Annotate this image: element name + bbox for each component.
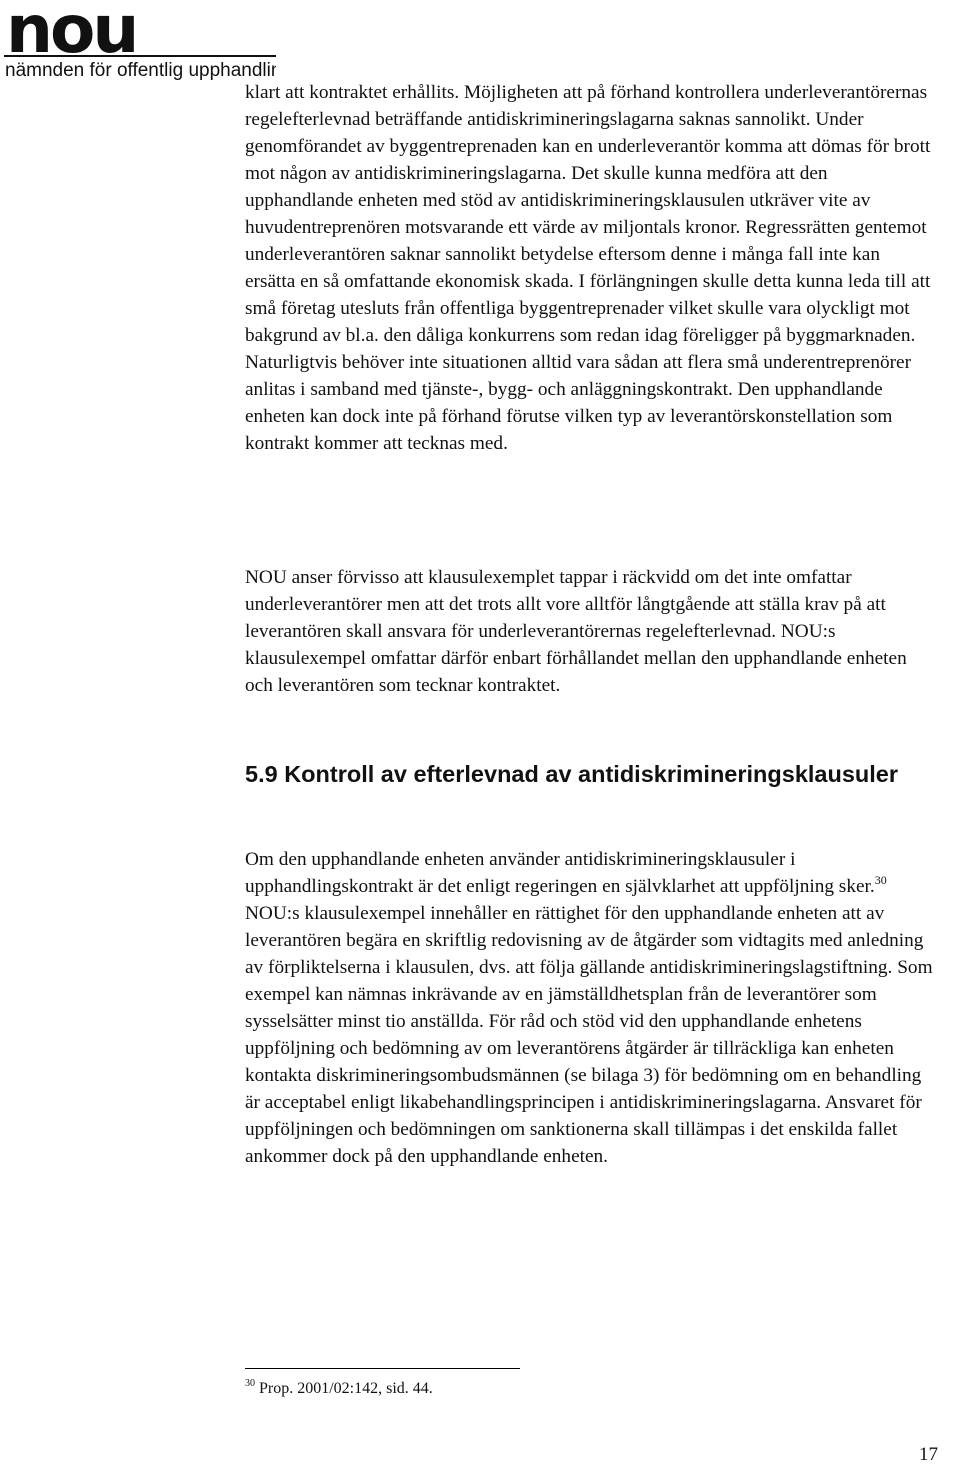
paragraph-3 <box>245 846 935 1170</box>
footnote <box>245 1378 433 1400</box>
nou-logo-mark <box>4 0 276 82</box>
page-number: 17 <box>919 1444 938 1465</box>
nou-logo <box>4 0 276 82</box>
footnote-text: Prop. 2001/02:142, sid. 44. <box>255 1380 433 1397</box>
footnote-separator <box>245 1368 520 1369</box>
paragraph-3-part-a: Om den upphandlande enheten använder antidiskrimineringsklausuler i upphandlingskontrakt är det enligt regeringen en självklarhet att uppföljning sker. <box>245 849 875 897</box>
footnote-number: 30 <box>245 1378 255 1389</box>
section-heading: 5.9 Kontroll av efterlevnad av antidiskrimineringsklausuler <box>245 761 899 787</box>
paragraph-2 <box>245 564 935 699</box>
paragraph-1-text: klart att kontraktet erhållits. Möjligheten att på förhand kontrollera underleverantörernas regelefterlevnad beträffande antidiskrimineringslagarna saknas sannolikt. Under genomförandet av byggentreprenaden kan en underleverantör komma att dömas för brott mot någon av antidiskrimineringslagarna. Det skulle kunna medföra att den upphandlande enheten med stöd av antidiskrimineringsklausulen utkräver vite av huvudentreprenören motsvarande ett värde av miljontals kronor. Regressrätten gentemot underleverantören saknar sannolikt betydelse eftersom denne i många fall inte kan ersätta en så omfattande ekonomisk skada. I förlängningen skulle detta kunna leda till att små företag utesluts från offentliga byggentreprenader vilket skulle vara olyckligt mot bakgrund av bl.a. den dåliga konkurrens som redan idag föreligger på byggmarknaden. Naturligtvis behöver inte situationen alltid vara sådan att flera små underentreprenörer anlitas i samband med tjänste-, bygg- och anläggningskontrakt. Den upphandlande enheten kan dock inte på förhand förutse vilken typ av leverantörskonstellation som kontrakt kommer att tecknas med. <box>245 82 931 454</box>
paragraph-2-text: NOU anser förvisso att klausulexemplet tappar i räckvidd om det inte omfattar underleverantörer men att det trots allt vore alltför långtgående att ställa krav på att leverantören skall ansvara för underleverantörernas regelefterlevnad. NOU:s klausulexempel omfattar därför enbart förhållandet mellan den upphandlande enheten och leverantören som tecknar kontraktet. <box>245 567 907 696</box>
paragraph-1 <box>245 79 935 457</box>
footnote-reference[interactable]: 30 <box>874 873 887 887</box>
paragraph-3-part-b: NOU:s klausulexempel innehåller en rättighet för den upphandlande enheten att av leverantören begära en skriftlig redovisning av de åtgärder som vidtagits med anledning av förpliktelserna i klausulen, dvs. att följa gällande antidiskrimineringslagstiftning. Som exempel kan nämnas inkrävande av en jämställdhetsplan från de leverantörer som sysselsätter minst tio anställda. För råd och stöd vid den upphandlande enhetens uppföljning och bedömning av om leverantörens åtgärder är tillräckliga kan enheten kontakta diskrimineringsombudsmännen (se bilaga 3) för bedömning om en behandling är acceptabel enligt likabehandlingsprincipen i antidiskrimineringslagarna. Ansvaret för uppföljningen och bedömningen om sanktionerna skall tillämpas i det enskilda fallet ankommer dock på den upphandlande enheten. <box>245 903 933 1167</box>
logo-subtitle: nämnden för offentlig upphandling <box>5 60 276 81</box>
logo-word: nou <box>6 0 137 68</box>
paragraph-3-text <box>245 846 935 1170</box>
